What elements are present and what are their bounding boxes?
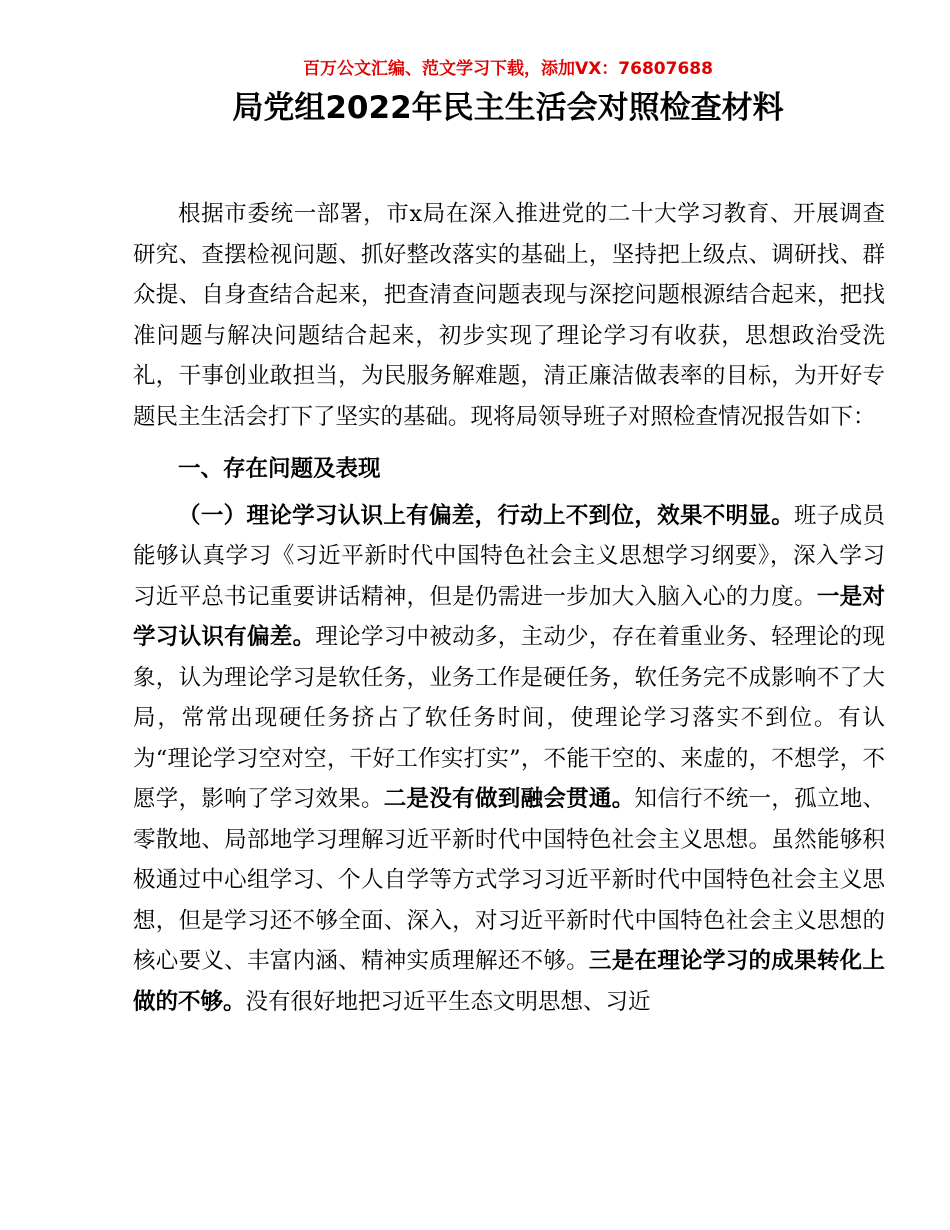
point3-text: 没有很好地把习近平生态文明思想、习近 <box>245 988 651 1015</box>
point2-heading: 二是没有做到融会贯通。 <box>383 786 635 812</box>
document-body <box>133 194 885 1022</box>
point1-heading: 一是对学习认识有偏差。 <box>133 583 885 650</box>
item-heading: （一）理论学习认识上有偏差，行动上不到位，效果不明显。 <box>178 502 795 529</box>
point2-text: 知信行不统一，孤立地、零散地、局部地学习理解习近平新时代中国特色社会主义思想。虽然能够积极通过中心组学习、个人自学等方式学习习近平新时代中国特色社会主义思想，但是学习还不够全面、深入，对习近平新时代中国特色社会主义思想的核心要义、丰富内涵、精神实质理解还不够。 <box>133 786 885 974</box>
document-title: 局党组2022年民主生活会对照检查材料 <box>232 90 784 126</box>
watermark-text: 百万公文汇编、范文学习下载，添加VX：76807688 <box>303 59 713 79</box>
point1-text: 理论学习中被动多，主动少，存在着重业务、轻理论的现象，认为理论学习是软任务，业务工作是硬任务，软任务完不成影响不了大局，常常出现硬任务挤占了软任务时间，使理论学习落实不到位。有认为“理论学习空对空，干好工作实打实”，不能干空的、来虚的，不想学，不愿学，影响了学习效果。 <box>133 624 885 812</box>
point3-heading: 三是在理论学习的成果转化上做的不够。 <box>133 948 885 1015</box>
item-text: 班子成员能够认真学习《习近平新时代中国特色社会主义思想学习纲要》，深入学习习近平总书记重要讲话精神，但是仍需进一步加大入脑入心的力度。 <box>133 502 885 610</box>
item-paragraph <box>133 496 885 1023</box>
intro-paragraph: 根据市委统一部署，市x局在深入推进党的二十大学习教育、开展调查研究、查摆检视问题、抓好整改落实的基础上，坚持把上级点、调研找、群众提、自身查结合起来，把查清查问题表现与深挖问题根源结合起来，把找准问题与解决问题结合起来，初步实现了理论学习有收获，思想政治受洗礼，干事创业敢担当，为民服务解难题，清正廉洁做表率的目标，为开好专题民主生活会打下了坚实的基础。现将局领导班子对照检查情况报告如下： <box>133 201 885 430</box>
section-heading: 一、存在问题及表现 <box>178 456 381 482</box>
